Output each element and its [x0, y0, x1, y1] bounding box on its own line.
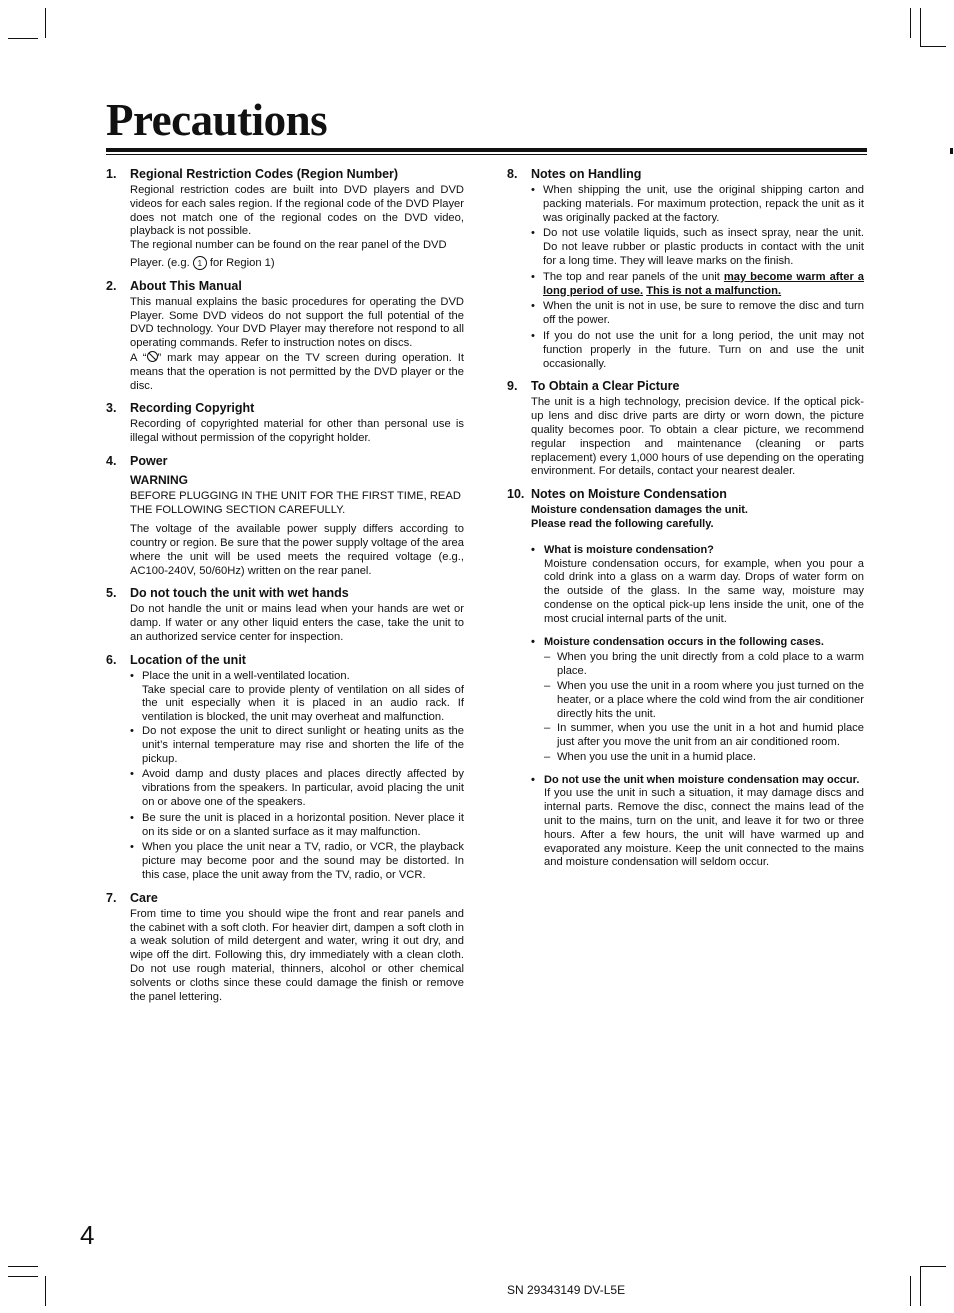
- crop-mark: [8, 1276, 38, 1277]
- crop-mark: [920, 8, 921, 46]
- section-wet-hands: [106, 585, 464, 644]
- section-clear-picture: [507, 378, 864, 479]
- section-handling: [507, 166, 864, 371]
- section-recording-copyright: [106, 400, 464, 446]
- section-heading: Notes on Handling: [531, 167, 642, 181]
- section-heading: Regional Restriction Codes (Region Number): [130, 167, 399, 181]
- bullet-title: • Moisture condensation occurs in the following cases.: [544, 635, 824, 648]
- list-item: • If you do not use the unit for a long period, the unit may not function properly in the future. Turn on and use the unit occasionally.: [543, 330, 864, 371]
- section-number: 9.: [507, 379, 518, 394]
- moisture-cases-list: [544, 651, 864, 764]
- region-icon-number: 1: [197, 258, 203, 268]
- crop-mark: [8, 1266, 38, 1267]
- section-number: 5.: [106, 586, 117, 601]
- section-number: 4.: [106, 453, 117, 468]
- left-column: [106, 166, 464, 1011]
- region-globe-icon: [193, 256, 207, 270]
- list-item: – In summer, when you use the unit in a hot and humid place just after you move the unit from an air conditioned room.: [557, 722, 864, 750]
- section-power: [106, 453, 464, 579]
- list-item: • Do not expose the unit to direct sunlight or heating units as the unit’s internal temperature may rise and shorten the life of the pickup.: [142, 725, 464, 766]
- list-item: • When you place the unit near a TV, radio, or VCR, the playback picture may become poor and the sound may be distorted. In this case, place the unit away from the TV, radio, or VCR.: [142, 841, 464, 882]
- paragraph: Player. (e.g.: [130, 256, 190, 269]
- list-item-continuation: Take special care to provide plenty of ventilation on all sides of the unit especially when it is placed in an audio rack. If ventilation is blocked, the unit may overheat and malfunction.: [142, 683, 464, 724]
- section-regional-codes: [106, 166, 464, 271]
- paragraph: Do not handle the unit or mains lead when your hands are wet or damp. If water or any other liquid enters the case, take the unit to an authorized service center for inspection.: [130, 603, 464, 644]
- section-number: 3.: [106, 401, 117, 416]
- section-heading: Notes on Moisture Condensation: [531, 487, 727, 502]
- section-location: [106, 652, 464, 883]
- list-item: – When you bring the unit directly from a cold place to a warm place.: [557, 651, 864, 679]
- paragraph: Regional restriction codes are built into DVD players and DVD videos for each sales region. If the regional code of the DVD Player does not match one of the regional codes on the DVD video, playback is not possible.: [130, 184, 464, 238]
- footer-code: SN 29343149 DV-L5E: [507, 1283, 626, 1297]
- section-heading: Do not touch the unit with wet hands: [130, 586, 349, 601]
- crop-mark: [920, 46, 946, 47]
- paragraph: Recording of copyrighted material for other than personal use is illegal without permission of the copyright holder.: [130, 418, 464, 445]
- paragraph: The unit is a high technology, precision device. If the optical pick-up lens and disc drive parts are dirty or worn down, the picture quality becomes poor. To obtain a clear picture, we recommend regular inspection and maintenance (cleaning or parts replacement) every 1,000 hours of use depending on the operating environment. For details, contact your nearest dealer.: [531, 396, 864, 478]
- crop-mark: [910, 8, 911, 38]
- moisture-intro: Moisture condensation damages the unit.: [531, 504, 748, 517]
- section-number: 2.: [106, 278, 117, 293]
- section-number: 8.: [507, 167, 518, 181]
- section-about-manual: [106, 278, 464, 394]
- section-heading: About This Manual: [130, 278, 242, 293]
- list-item: • When the unit is not in use, be sure to remove the disc and turn off the power.: [543, 300, 864, 328]
- section-heading: To Obtain a Clear Picture: [531, 379, 680, 394]
- bullet-text: Moisture condensation occurs, for example, when you pour a cold drink into a glass on a warm day. Drops of water form on the outside of the glass. In the same way, moisture may condense on the optical pick-up lens inside the unit, one of the most crucial internal parts of the unit.: [544, 557, 864, 625]
- paragraph: The regional number can be found on the rear panel of the DVD: [130, 239, 447, 252]
- prohibited-icon: [147, 351, 158, 362]
- list-item: – When you use the unit in a room where you just turned on the heater, or a place where the cold wind from the air conditioner directly hits the unit.: [557, 680, 864, 721]
- list-item: • Place the unit in a well-ventilated location. Take special care to provide plenty of ventilation on all sides of the unit especially when it is placed in an audio rack. If ventilation is blocked, the unit may overheat and malfunction.: [142, 670, 464, 725]
- moisture-bullet: [531, 544, 864, 627]
- crop-mark: [45, 1276, 46, 1306]
- location-list: [106, 670, 464, 883]
- crop-mark: [45, 8, 46, 38]
- paragraph: A “: [130, 351, 147, 364]
- section-number: 6.: [106, 652, 117, 667]
- title-rule-thick: [106, 148, 867, 152]
- section-heading: Power: [130, 453, 168, 468]
- handling-list: [507, 184, 864, 371]
- paragraph: The voltage of the available power supply differs according to country or region. Be sure that the power supply voltage of the area where the unit will be used meets the required voltage (e.g., AC100-240V, 50/60Hz) written on the rear panel.: [130, 523, 464, 577]
- section-number: 7.: [106, 890, 117, 905]
- crop-mark: [920, 1266, 946, 1267]
- crop-mark: [910, 1276, 911, 1306]
- section-heading: Recording Copyright: [130, 401, 255, 416]
- right-column: [507, 166, 864, 877]
- bullet-title: • What is moisture condensation?: [544, 543, 714, 556]
- paragraph: This manual explains the basic procedures for operating the DVD Player. Some DVD videos do not support the full potential of the DVD technology. Your DVD Player may therefore not respond to all operating commands. Refer to instruction notes on discs.: [130, 295, 464, 350]
- crop-mark: [920, 1266, 921, 1306]
- margin-tick: [950, 148, 953, 154]
- section-care: [106, 890, 464, 1005]
- list-item: • Be sure the unit is placed in a horizontal position. Never place it on its side or on a slanted surface as it may malfunction.: [142, 812, 464, 840]
- moisture-bullet: [531, 636, 864, 765]
- section-number: 10.: [507, 487, 525, 502]
- paragraph: ” mark may appear on the TV screen during operation. It means that the operation is not permitted by the DVD player or the disc.: [130, 351, 464, 392]
- list-item: • When shipping the unit, use the original shipping carton and packing materials. For maximum protection, repack the unit as it was originally packed at the factory.: [543, 184, 864, 225]
- paragraph: for Region 1): [209, 256, 275, 269]
- moisture-bullet: [531, 774, 864, 871]
- moisture-intro: Please read the following carefully.: [531, 517, 714, 530]
- list-item: • The top and rear panels of the unit may become warm after a long period of use. This is not a malfunction.: [543, 271, 864, 299]
- section-moisture: [507, 486, 864, 870]
- section-heading: Location of the unit: [130, 652, 246, 667]
- page-number: 4: [80, 1220, 95, 1250]
- paragraph: From time to time you should wipe the front and rear panels and the cabinet with a soft cloth. For heavier dirt, dampen a soft cloth in a weak solution of mild detergent and water, wring it out dry, and wipe off the dirt. Following this, dry immediately with a clean cloth. Do not use rough material, thinners, alcohol or other chemical solvents or cloths since these could damage the finish or remove the panel lettering.: [130, 907, 464, 1003]
- section-number: 1.: [106, 167, 117, 181]
- warning-label: WARNING: [130, 472, 188, 487]
- bullet-title: • Do not use the unit when moisture condensation may occur.: [544, 773, 860, 786]
- not-malfunction-note: This is not a malfunction.: [646, 284, 782, 297]
- crop-mark: [8, 38, 38, 39]
- section-heading: Care: [130, 890, 158, 905]
- list-item: – When you use the unit in a humid place.: [557, 751, 864, 765]
- title-rule-thin: [106, 154, 867, 155]
- bullet-text: If you use the unit in such a situation, it may damage discs and internal parts. Remove the disc, connect the mains lead of the unit to the mains, turn on the unit, and leave it for two or three hours. After a few hours, the unit will have warmed up and evaporated any moisture. Keep the unit connected to the mains and moisture condensation will seldom occur.: [544, 787, 864, 869]
- page-title: Precautions: [106, 95, 328, 145]
- list-item: • Avoid damp and dusty places and places directly affected by vibrations from the speakers. In particular, avoid placing the unit on or above one of the speakers.: [142, 768, 464, 809]
- warm-warning: may become warm after a long period of use.: [543, 270, 864, 297]
- warning-text: BEFORE PLUGGING IN THE UNIT FOR THE FIRST TIME, READ THE FOLLOWING SECTION CAREFULLY.: [130, 489, 461, 516]
- list-item: • Do not use volatile liquids, such as insect spray, near the unit. Do not leave rubber or plastic products in contact with the unit for a long time. They will leave marks on the finish.: [543, 227, 864, 268]
